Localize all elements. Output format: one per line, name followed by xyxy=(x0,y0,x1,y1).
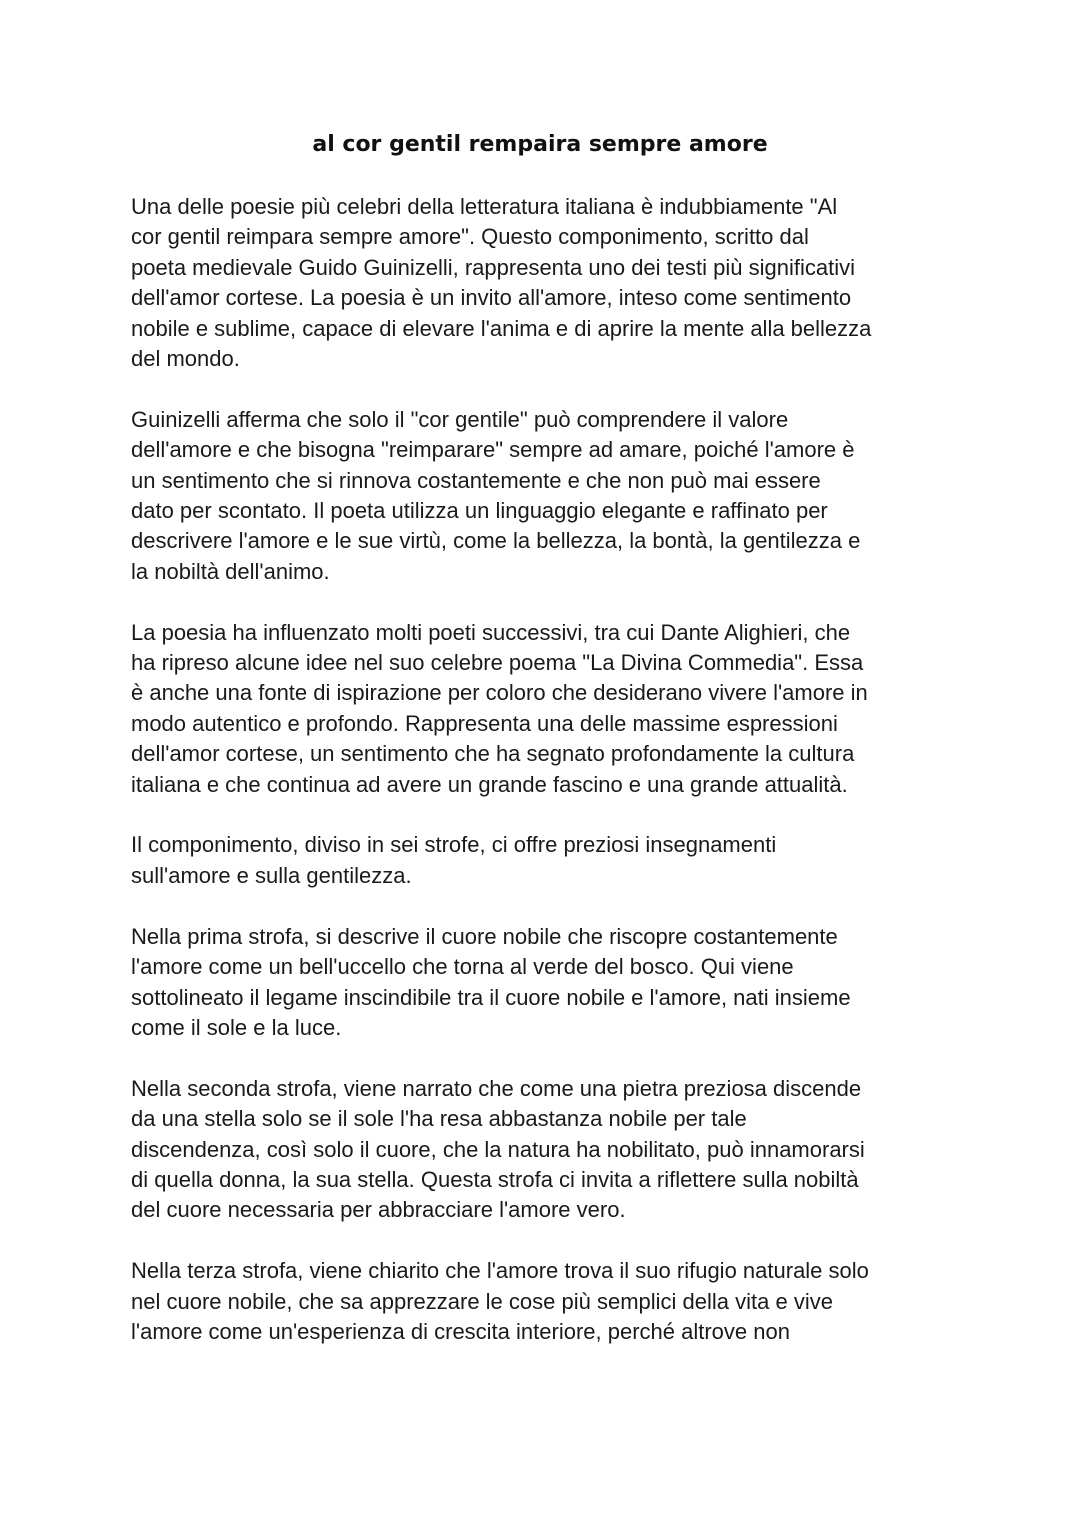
text-line: la nobiltà dell'animo. xyxy=(131,558,330,584)
text-line: è anche una fonte di ispirazione per coloro che desiderano vivere l'amore in xyxy=(131,680,868,706)
text-line: descrivere l'amore e le sue virtù, come la bellezza, la bontà, la gentilezza e xyxy=(131,528,861,554)
page-title: al cor gentil rempaira sempre amore xyxy=(312,132,768,157)
text-line: dato per scontato. Il poeta utilizza un linguaggio elegante e raffinato per xyxy=(131,498,828,524)
text-line: discendenza, così solo il cuore, che la natura ha nobilitato, può innamorarsi xyxy=(131,1136,865,1162)
text-line: poeta medievale Guido Guinizelli, rappresenta uno dei testi più significativi xyxy=(131,254,855,280)
text-line: come il sole e la luce. xyxy=(131,1014,342,1040)
paragraph-2 xyxy=(131,405,961,587)
text-line: dell'amor cortese. La poesia è un invito all'amore, inteso come sentimento xyxy=(131,285,852,311)
text-line: dell'amor cortese, un sentimento che ha segnato profondamente la cultura xyxy=(131,741,855,767)
paragraph-5 xyxy=(131,922,961,1044)
text-line: di quella donna, la sua stella. Questa strofa ci invita a riflettere sulla nobiltà xyxy=(131,1166,859,1192)
paragraph-3 xyxy=(131,618,961,800)
text-line: l'amore come un'esperienza di crescita interiore, perché altrove non xyxy=(131,1318,790,1344)
text-line: modo autentico e profondo. Rappresenta una delle massime espressioni xyxy=(131,710,838,736)
text-line: l'amore come un bell'uccello che torna al verde del bosco. Qui viene xyxy=(131,954,794,980)
text-line: nobile e sublime, capace di elevare l'anima e di aprire la mente alla bellezza xyxy=(131,315,872,341)
text-line: del cuore necessaria per abbracciare l'amore vero. xyxy=(131,1197,626,1223)
text-line: ha ripreso alcune idee nel suo celebre poema "La Divina Commedia". Essa xyxy=(131,650,864,676)
text-line: nel cuore nobile, che sa apprezzare le cose più semplici della vita e vive xyxy=(131,1288,833,1314)
text-line: Nella prima strofa, si descrive il cuore nobile che riscopre costantemente xyxy=(131,923,838,949)
text-line: sottolineato il legame inscindibile tra il cuore nobile e l'amore, nati insieme xyxy=(131,984,851,1010)
text-line: sull'amore e sulla gentilezza. xyxy=(131,862,412,888)
text-line: da una stella solo se il sole l'ha resa abbastanza nobile per tale xyxy=(131,1106,747,1132)
text-line: del mondo. xyxy=(131,346,240,372)
text-line: Una delle poesie più celebri della letteratura italiana è indubbiamente "Al xyxy=(131,194,838,219)
text-line: cor gentil reimpara sempre amore". Questo componimento, scritto dal xyxy=(131,224,809,250)
text-line: un sentimento che si rinnova costantemente e che non può mai essere xyxy=(131,467,821,493)
text-line: Nella seconda strofa, viene narrato che come una pietra preziosa discende xyxy=(131,1075,862,1101)
document-body xyxy=(131,192,961,1347)
paragraph-1 xyxy=(131,192,961,374)
text-line: Il componimento, diviso in sei strofe, ci offre preziosi insegnamenti xyxy=(131,832,777,858)
text-line: La poesia ha influenzato molti poeti successivi, tra cui Dante Alighieri, che xyxy=(131,619,851,645)
paragraph-6 xyxy=(131,1074,961,1226)
paragraph-4 xyxy=(131,830,961,891)
text-line: italiana e che continua ad avere un grande fascino e una grande attualità. xyxy=(131,771,848,797)
paragraph-7 xyxy=(131,1256,961,1347)
text-line: Guinizelli afferma che solo il "cor gentile" può comprendere il valore xyxy=(131,406,789,432)
text-line: Nella terza strofa, viene chiarito che l'amore trova il suo rifugio naturale solo xyxy=(131,1258,869,1284)
text-line: dell'amore e che bisogna "reimparare" sempre ad amare, poiché l'amore è xyxy=(131,437,855,463)
